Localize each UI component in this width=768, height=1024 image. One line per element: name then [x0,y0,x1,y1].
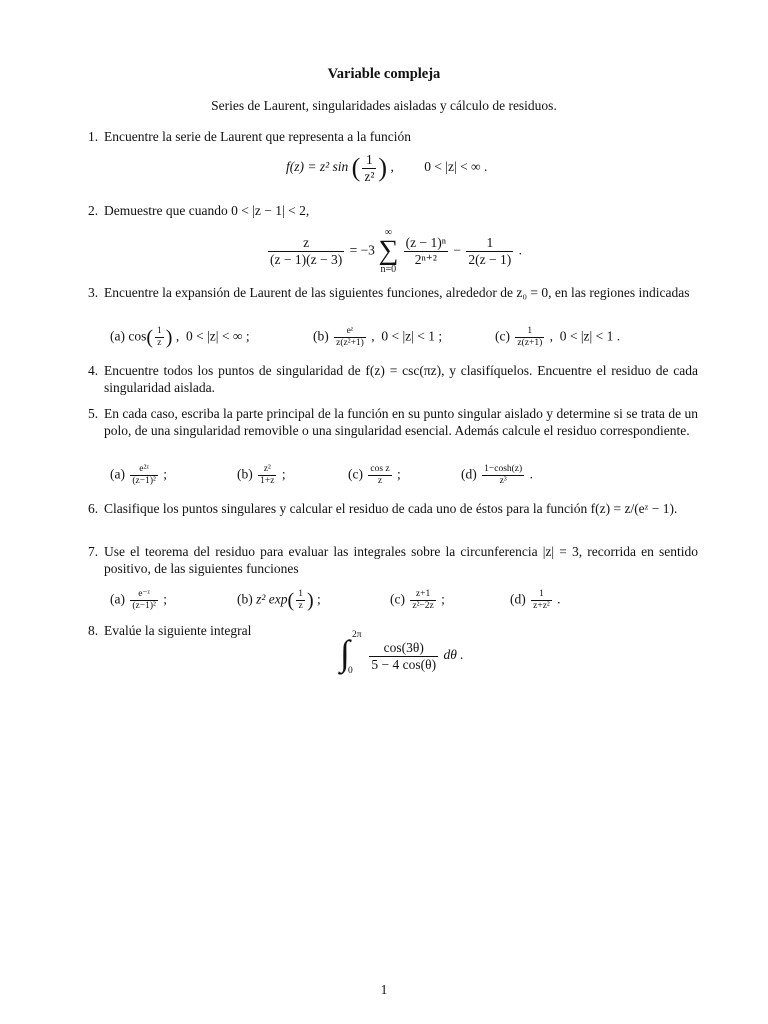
summation [378,228,398,275]
problem-number: 2. [88,203,99,218]
problem-number: 7. [88,544,99,559]
frac-num: 1 [515,326,544,338]
problem-3-part-c [495,326,620,349]
problem-4 [88,362,698,396]
integral-icon: ∫ [340,633,350,673]
part-label: (c) [495,328,510,344]
eq2-lnum: z [268,235,344,252]
problem-1 [88,128,698,145]
part-fraction [482,464,524,487]
eq2-right-fraction [466,235,513,267]
problem-7 [88,543,698,577]
frac-den: z [157,337,162,348]
right-paren: ) [165,326,173,349]
frac-den: z(z²+1) [336,337,364,348]
problem-text: Encuentre todos los puntos de singularidad de f(z) = csc(πz), y clasifíquelos. Encuentre el residuo de cada singularidad aislada. [104,363,698,395]
part-label: (d) [510,591,526,607]
part-label: (a) [110,328,125,344]
part-end: . [557,591,561,607]
problem-text: Use el teorema del residuo para evaluar las integrales sobre la circunferencia |z| = 3, recorrida en sentido positivo, de las siguientes funciones [104,544,698,576]
problem-text: Encuentre la serie de Laurent que representa a la función [104,129,411,144]
left-paren: ( [146,326,154,349]
frac-num: eᶻ [334,326,366,338]
part-fraction [334,326,366,349]
part-region: , 0 < |z| < ∞ ; [175,328,250,344]
frac-num: 1 [531,589,552,601]
part-label: (b) [313,328,329,344]
part-label: (a) [110,591,125,607]
problem-7-part-b [237,589,321,612]
frac-den: z [377,475,383,486]
equation-8 [338,630,464,676]
part-fn: z² exp [256,591,288,607]
problem-3-part-b [313,326,442,349]
integral [338,630,364,676]
frac-den: (z−1)² [132,475,156,486]
problem-number: 1. [88,129,99,144]
problem-6 [88,500,698,517]
part-fraction [258,464,276,487]
eq2-minus: − [453,242,462,258]
eq1-num: 1 [362,152,376,169]
problem-number: 4. [88,363,99,378]
part-end: ; [397,466,401,482]
eq1-fraction [362,152,376,184]
sum-top: ∞ [384,227,392,238]
part-region: , 0 < |z| < 1 ; [371,328,443,344]
problem-text: Demuestre que cuando 0 < |z − 1| < 2, [104,203,310,218]
part-end: ; [441,591,445,607]
eq2-lden: (z − 1)(z − 3) [270,251,343,267]
part-fraction [130,464,158,487]
eq1-domain: , 0 < |z| < ∞ . [390,159,488,175]
equation-1 [286,152,487,184]
equation-2 [266,228,522,275]
problem-5-part-b [237,464,286,487]
part-end: ; [281,466,286,482]
part-label: (c) [390,591,405,607]
eq1-den: z² [364,168,375,184]
part-fraction [296,589,305,612]
part-label: (a) [110,466,125,482]
problem-5 [88,405,698,439]
sum-bottom: n=0 [380,263,397,275]
part-fn: cos [128,328,147,344]
eq2-end: . [518,242,522,258]
eq2-left-fraction [268,235,344,267]
frac-den: z+z² [533,600,550,611]
problem-text: Evalúe la siguiente integral [104,623,252,638]
part-end: ; [163,466,167,482]
sigma-icon: ∑ [378,235,399,266]
problem-number: 3. [88,285,99,300]
problem-7-part-a [110,589,167,612]
frac-num: 1−cosh(z) [484,464,523,474]
document-title: Variable compleja [327,66,441,82]
frac-den: z³ [499,475,507,486]
problem-7-part-c [390,589,445,612]
part-fraction [531,589,552,612]
part-fraction [368,464,391,487]
part-label: (d) [461,466,477,482]
part-fraction [130,589,158,612]
frac-den: z [298,600,303,611]
frac-den: 1+z [260,475,275,486]
left-paren: ( [351,153,361,183]
problem-number: 5. [88,406,99,421]
eq2-snum: (z − 1)ⁿ [405,235,447,251]
frac-den: (z−1)² [132,600,156,611]
part-fraction [410,589,435,612]
part-end: . [529,466,533,482]
frac-num: cos z [370,464,390,474]
problem-5-part-c [348,464,401,487]
eq8-num: cos(3θ) [369,640,438,657]
eq2-mid: = −3 [349,242,375,258]
eq2-sden: 2ⁿ⁺² [414,251,437,267]
problem-number: 6. [88,501,99,516]
part-label: (c) [348,466,363,482]
integral-lower: 0 [348,666,353,676]
frac-num: 1 [157,326,162,336]
right-paren: ) [378,153,388,183]
left-paren: ( [287,589,295,612]
problem-5-part-d [461,464,533,487]
frac-num: 1 [298,589,303,599]
eq2-sum-fraction [404,235,448,267]
problem-text: Encuentre la expansión de Laurent de las siguientes funciones, alrededor de z₀ = 0, en las regiones indicadas [104,285,690,300]
page-number: 1 [380,982,388,997]
eq1-lhs: f(z) = z² sin [286,159,349,175]
frac-num: e²ᶻ [130,464,158,476]
part-region: , 0 < |z| < 1 . [549,328,621,344]
problem-5-part-a [110,464,167,487]
frac-den: z²−2z [412,600,434,611]
part-fraction [155,326,164,349]
eq8-den: 5 − 4 cos(θ) [371,656,437,672]
frac-num: e⁻ᶻ [130,589,158,601]
part-fraction [515,326,544,349]
problem-2 [88,202,698,219]
part-end: ; [163,591,167,607]
problem-number: 8. [88,623,99,638]
part-label: (b) [237,591,253,607]
frac-num: z+1 [410,589,435,601]
eq8-fraction [369,640,438,672]
eq2-rnum: 1 [466,235,513,252]
right-paren: ) [306,589,314,612]
problem-3 [88,284,698,301]
eq2-rden: 2(z − 1) [468,251,512,267]
frac-den: z(z+1) [517,337,543,348]
problem-text: Clasifique los puntos singulares y calcular el residuo de cada uno de éstos para la función f(z) = z/(eᶻ − 1). [104,501,678,516]
problem-7-part-d [510,589,561,612]
frac-num: z² [258,464,276,476]
problem-3-part-a [110,326,250,349]
problem-text: En cada caso, escriba la parte principal de la función en su punto singular aislado y determine si se trata de un polo, de una singularidad removible o una singularidad esencial. Además calcule el residuo correspondiente. [104,406,698,438]
part-label: (b) [237,466,253,482]
integral-upper: 2π [352,630,362,640]
document-subtitle: Series de Laurent, singularidades aisladas y cálculo de residuos. [211,98,557,113]
part-end: ; [317,591,321,607]
eq8-end: dθ . [443,647,464,663]
